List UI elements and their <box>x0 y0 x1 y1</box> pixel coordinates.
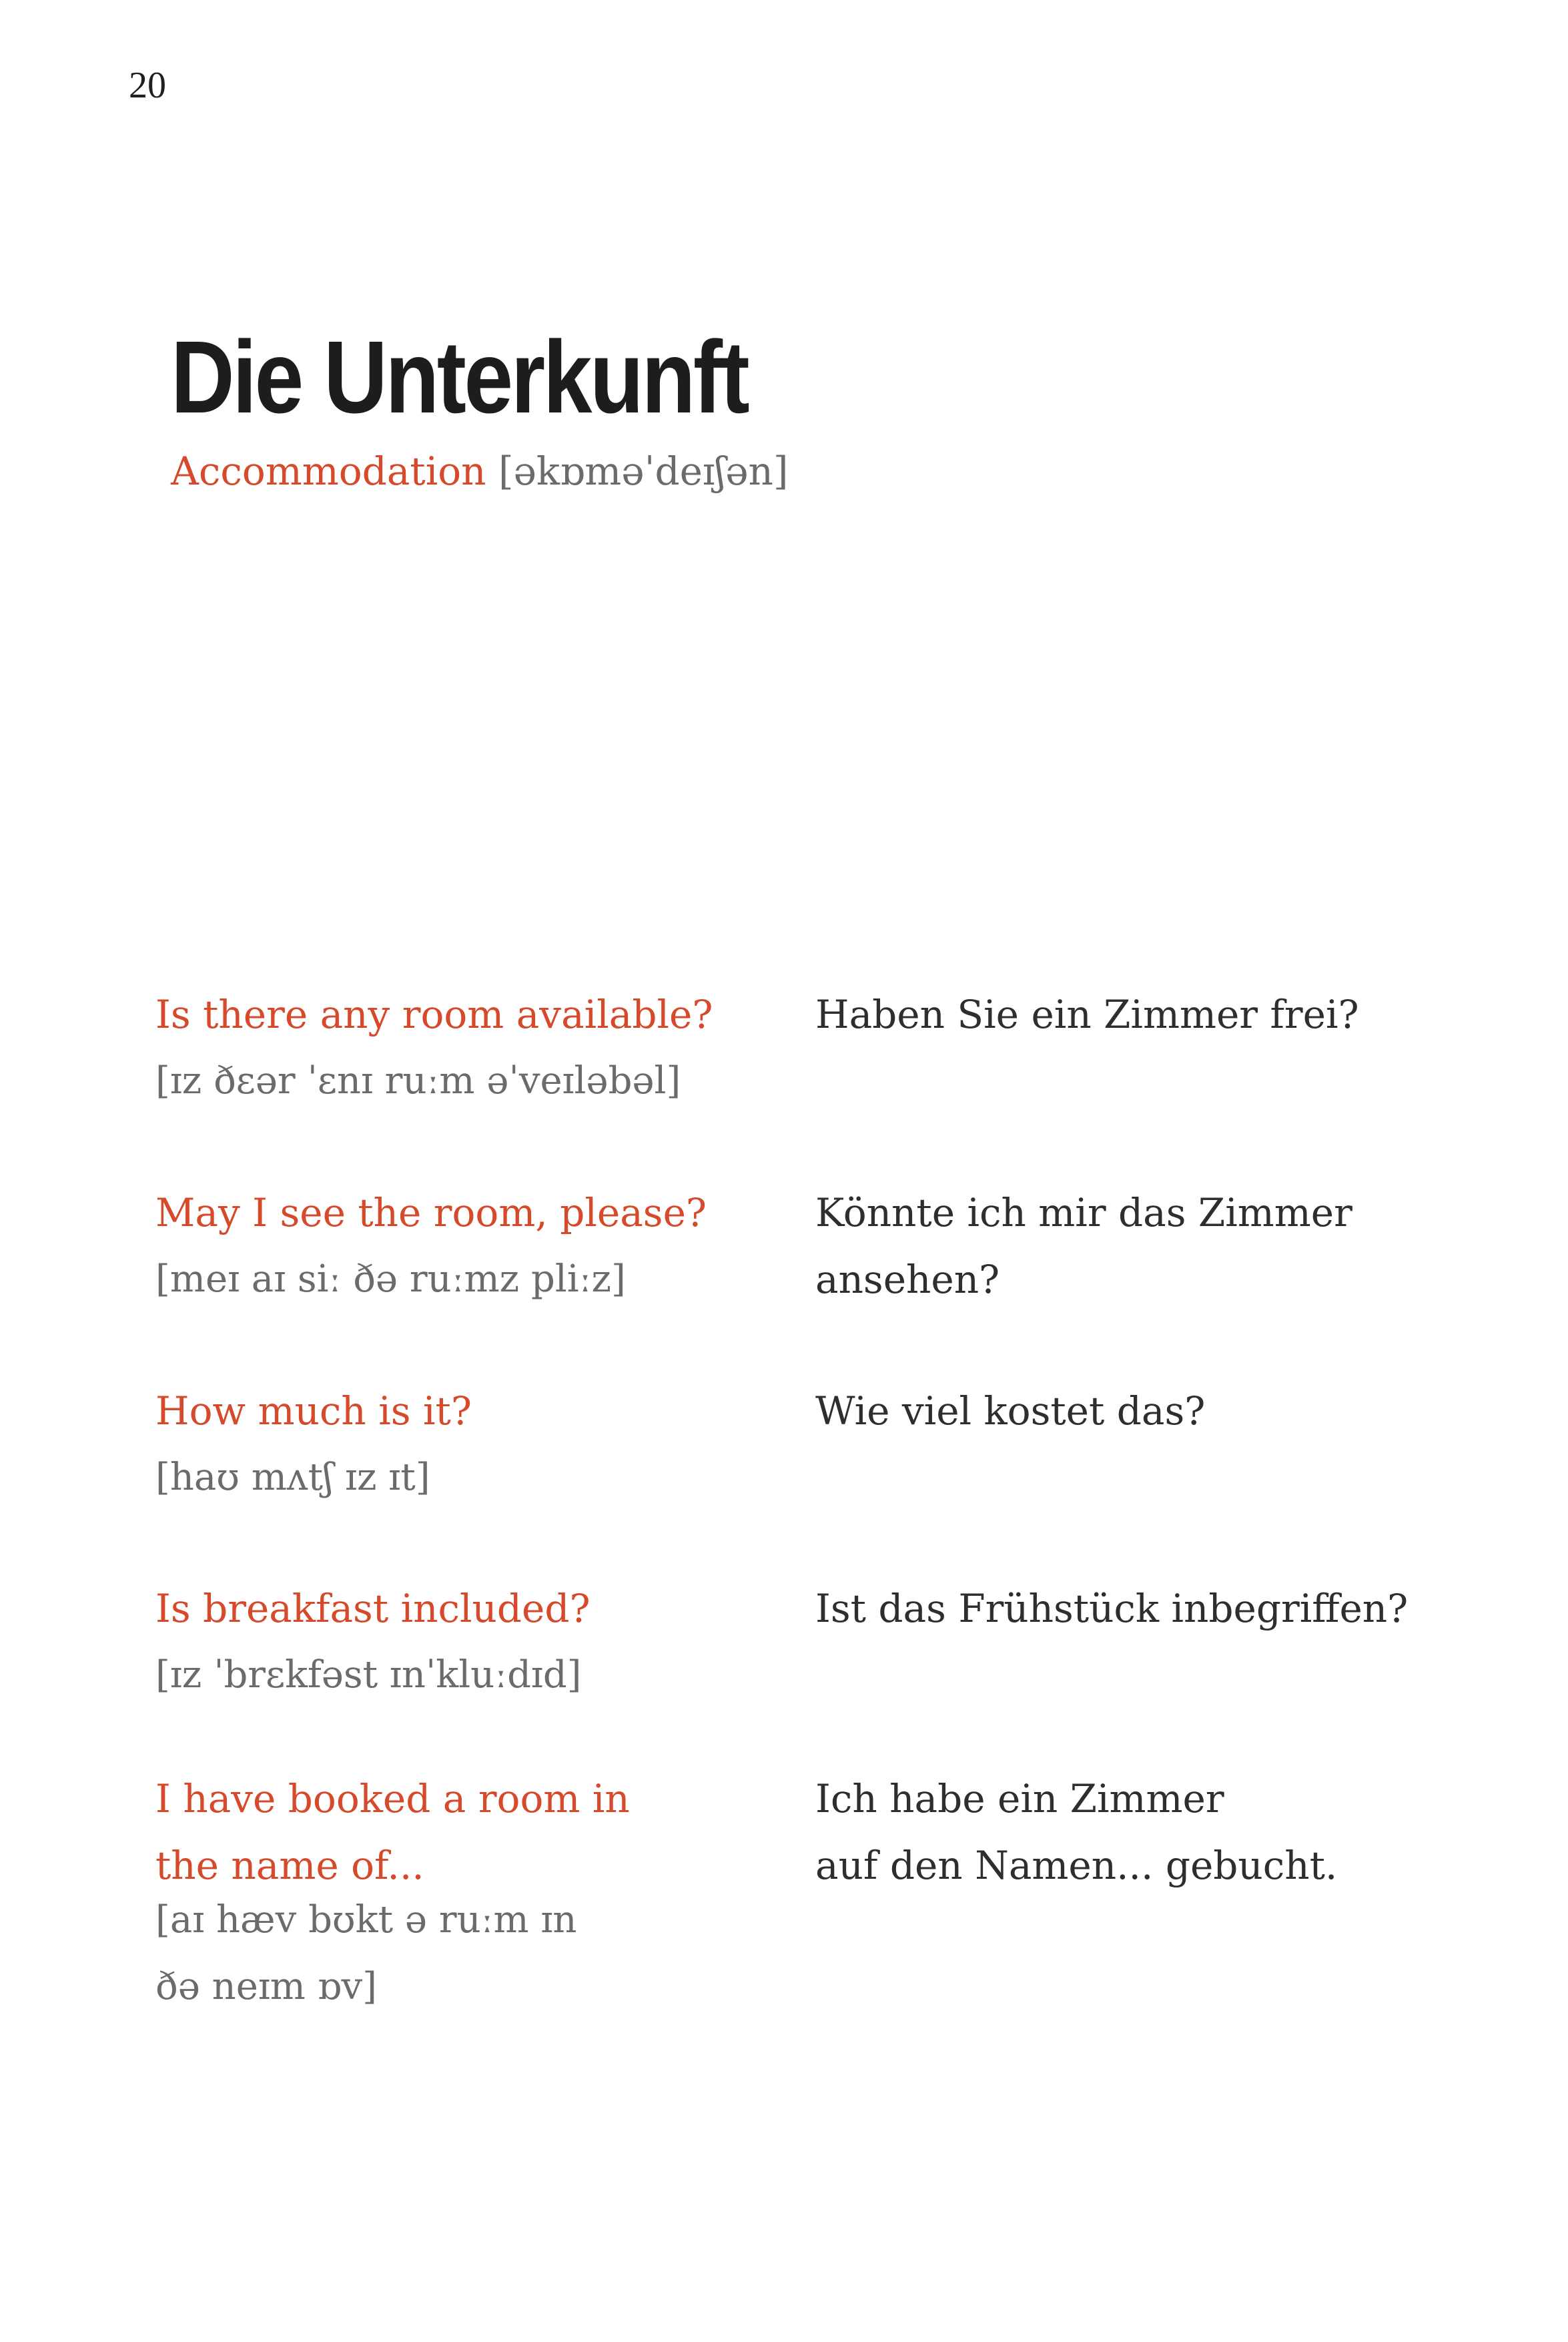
phrase-english: Is breakfast included? <box>155 1586 591 1631</box>
subtitle-english: Accommodation <box>171 449 486 494</box>
phrase-english: May I see the room, please? <box>155 1190 707 1235</box>
subtitle-pronunciation: [əkɒməˈdeɪʃən] <box>498 449 789 494</box>
phrase-german: Wie viel kostet das? <box>815 1388 1206 1434</box>
phrase-pronunciation: [haʊ mʌtʃ ɪz ɪt] <box>155 1456 430 1499</box>
page-subtitle <box>171 449 789 495</box>
phrase-pronunciation: [meɪ aɪ siː ðə ruːmz pliːz] <box>155 1257 626 1301</box>
page-number: 20 <box>129 65 166 106</box>
phrase-english-column <box>155 1575 756 1709</box>
phrase-german: Ich habe ein Zimmer auf den Namen... gebucht. <box>815 1776 1338 1888</box>
phrase-english: Is there any room available? <box>155 992 713 1037</box>
phrase-english: How much is it? <box>155 1388 472 1434</box>
phrase-pronunciation: [aɪ hæv bʊkt ə ruːm ɪn ðə neɪm ɒv] <box>155 1898 577 2008</box>
phrase-english-column <box>155 1179 756 1313</box>
phrase-english-column <box>155 1765 756 2020</box>
phrase-pronunciation: [ɪz ðɛər ˈɛnɪ ruːm əˈveɪləbəl] <box>155 1059 681 1103</box>
phrase-english: I have booked a room in the name of... <box>155 1776 630 1888</box>
phrase-pronunciation: [ɪz ˈbrɛkfəst ɪnˈkluːdɪd] <box>155 1653 582 1697</box>
phrase-english-column <box>155 981 756 1115</box>
phrase-english-column <box>155 1378 756 1511</box>
page-title: Die Unterkunft <box>171 320 748 434</box>
phrase-german: Ist das Frühstück inbegriffen? <box>815 1586 1409 1631</box>
phrase-german: Könnte ich mir das Zimmer ansehen? <box>815 1190 1352 1302</box>
phrase-german: Haben Sie ein Zimmer frei? <box>815 992 1359 1037</box>
